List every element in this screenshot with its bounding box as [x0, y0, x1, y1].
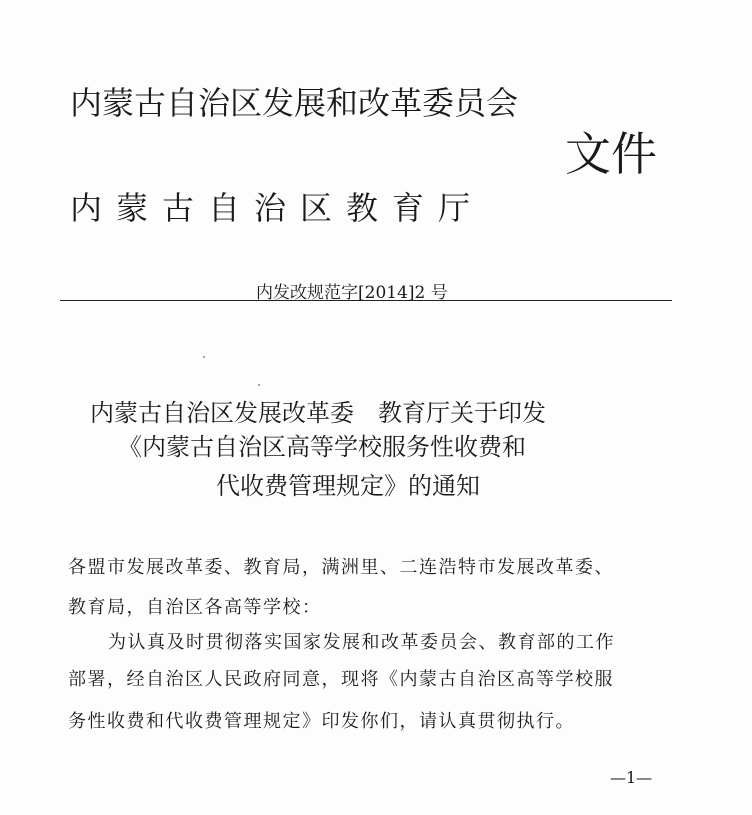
- title-line-2: 《内蒙古自治区高等学校服务性收费和: [118, 433, 526, 461]
- scan-speck: [203, 356, 205, 358]
- issuer-line-1: 内蒙古自治区发展和改革委员会: [70, 84, 519, 122]
- document-number: 内发改规范字[2014]2 号: [256, 283, 448, 303]
- header-divider: [60, 300, 672, 301]
- body-line-1: 各盟市发展改革委、教育局，满洲里、二连浩特市发展改革委、: [68, 557, 614, 578]
- body-line-3: 为认真及时贯彻落实国家发展和改革委员会、教育部的工作: [108, 632, 615, 653]
- issuer-line-2: 内蒙古自治区教育厅: [70, 189, 485, 227]
- title-line-1: 内蒙古自治区发展改革委 教育厅关于印发: [90, 399, 546, 427]
- body-line-5: 务性收费和代收费管理规定》印发你们，请认真贯彻执行。: [68, 711, 575, 732]
- scan-speck: [258, 384, 260, 386]
- title-line-3: 代收费管理规定》的通知: [216, 472, 480, 500]
- document-type: 文件: [565, 127, 657, 181]
- page-number: —1—: [610, 768, 653, 787]
- body-line-2: 教育局，自治区各高等学校：: [68, 597, 322, 618]
- body-line-4: 部署，经自治区人民政府同意，现将《内蒙古自治区高等学校服: [68, 669, 614, 690]
